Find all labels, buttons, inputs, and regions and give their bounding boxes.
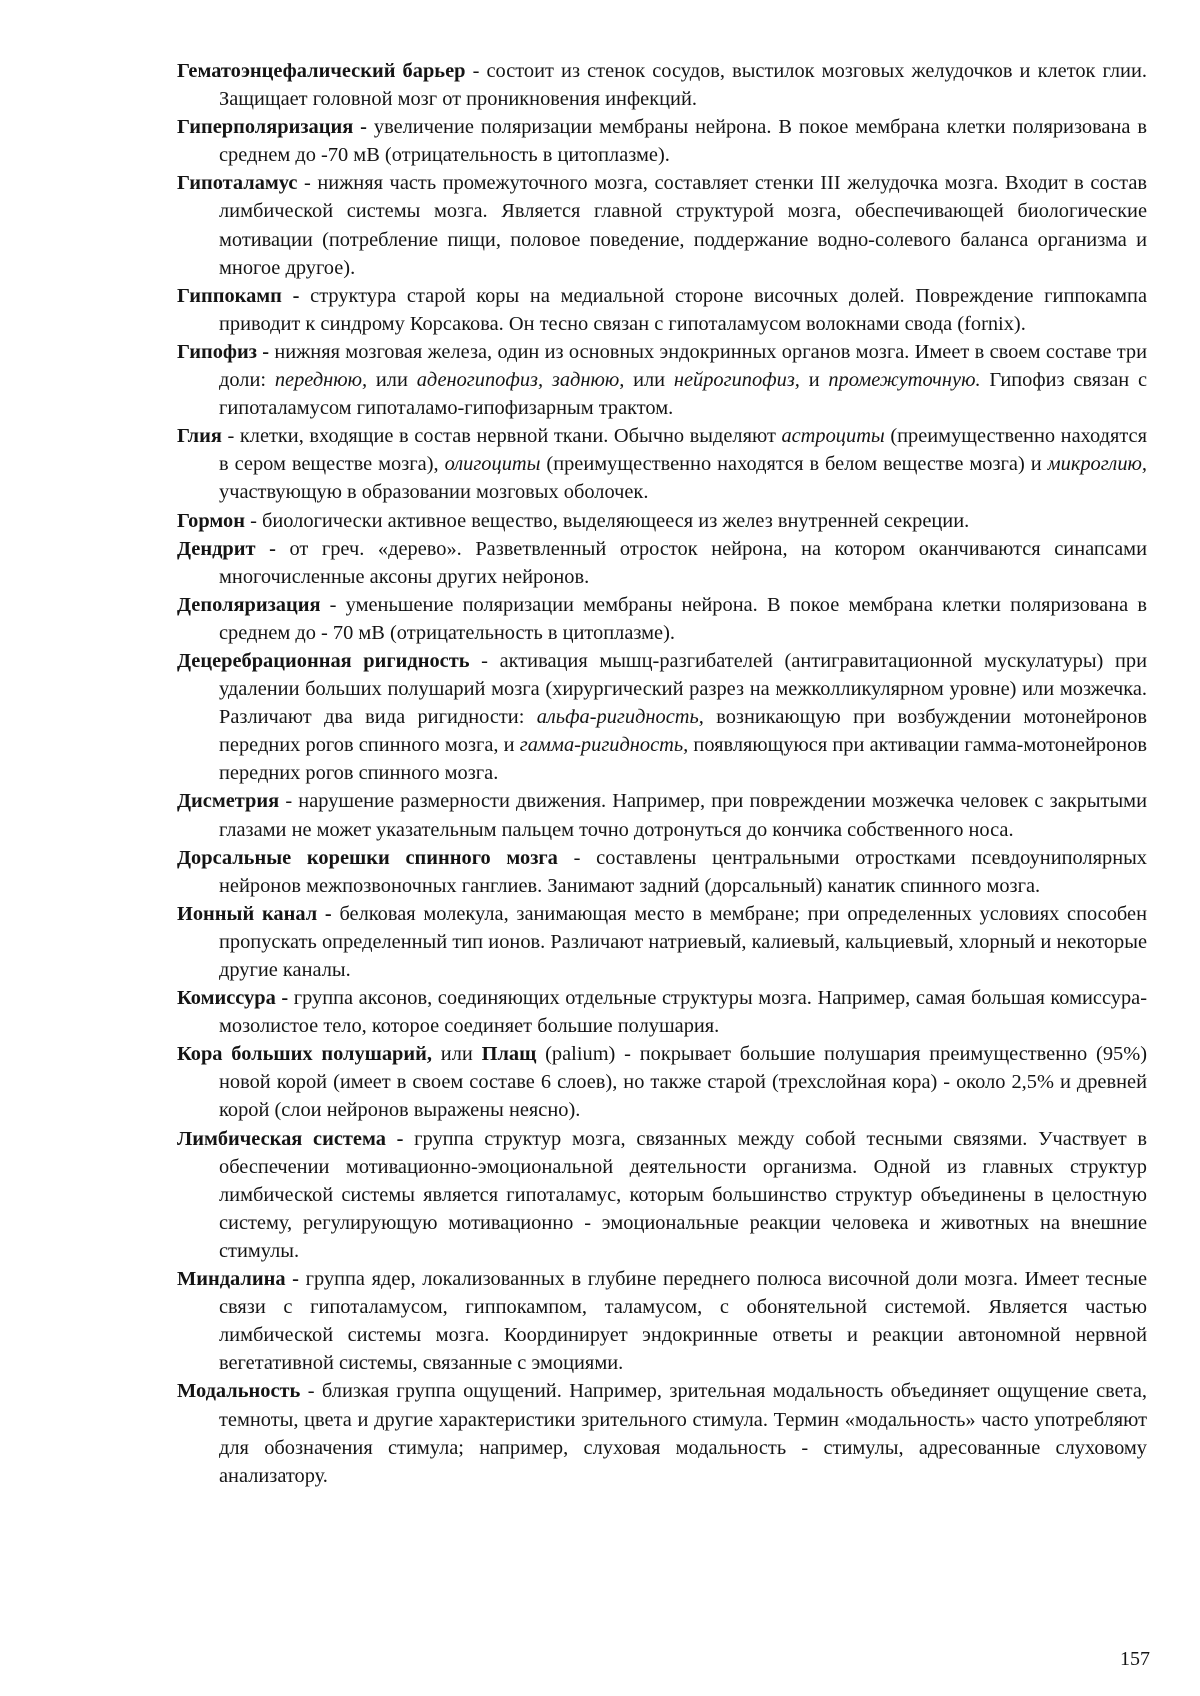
glossary-entry: Гормон - биологически активное вещество, выделяющееся из желез внутренней секреции. xyxy=(177,509,970,532)
glossary-entry: Модальность - близкая группа ощущений. Например, зрительная модальность объединяет ощущение света, темноты, цвета и другие характеристики зрительного стимула. Термин «модальность» часто употребляют для обозначения стимула; например, слуховая модальность - стимулы, адресованные слуховому анализатору. xyxy=(177,1380,1147,1487)
entry-term: Гипоталамус xyxy=(177,172,298,195)
entry-term: Дендрит - xyxy=(177,537,276,560)
glossary-page xyxy=(177,57,1147,1490)
entry-term: Дорсальные корешки спинного мозга xyxy=(177,846,558,869)
glossary-entry: Гипофиз - нижняя мозговая железа, один из основных эндокринных органов мозга. Имеет в своем составе три доли: переднюю, или аденогипофиз, заднюю, или нейрогипофиз, и промежуточную. Гипофиз связан с гипоталамусом гипоталамо-гипофизарным трактом. xyxy=(177,340,1148,420)
entry-term: Миндалина - xyxy=(177,1268,299,1291)
entry-term: Плащ xyxy=(481,1043,537,1066)
entry-term: Гиппокамп - xyxy=(177,284,300,307)
entry-term: Модальность xyxy=(177,1380,301,1403)
entry-term: Кора больших полушарий, xyxy=(177,1043,432,1066)
glossary-entry: Дисметрия - нарушение размерности движения. Например, при повреждении мозжечка человек с закрытыми глазами не может указательным пальцем точно дотронуться до кончика собственного носа. xyxy=(177,790,1147,841)
glossary-entry: Дендрит - от греч. «дерево». Разветвленный отросток нейрона, на котором оканчиваются синапсами многочисленные аксоны других нейронов. xyxy=(177,537,1147,588)
glossary-entry: Гиппокамп - структура старой коры на медиальной стороне височных долей. Повреждение гиппокампа приводит к синдрому Корсакова. Он тесно связан с гипоталамусом волокнами свода (fornix). xyxy=(177,284,1147,335)
glossary-entry: Ионный канал - белковая молекула, занимающая место в мембране; при определенных условиях способен пропускать определенный тип ионов. Различают натриевый, калиевый, кальциевый, хлорный и некоторые другие каналы. xyxy=(177,902,1147,981)
entry-term: Гипофиз - xyxy=(177,340,270,363)
glossary-entry: Дорсальные корешки спинного мозга - составлены центральными отростками псевдоуниполярных нейронов межпозвоночных ганглиев. Занимают задний (дорсальный) канатик спинного мозга. xyxy=(177,846,1147,897)
entry-term: Дисметрия xyxy=(177,790,280,813)
entry-term: Ионный канал - xyxy=(177,902,332,925)
entry-term: Гиперполяризация - xyxy=(177,116,367,139)
glossary-entry: Деполяризация - уменьшение поляризации мембраны нейрона. В покое мембрана клетки поляризована в среднем до - 70 мВ (отрицательность в цитоплазме). xyxy=(177,593,1147,644)
entry-term: Гематоэнцефалический барьер xyxy=(177,60,466,82)
glossary-entry: Децеребрационная ригидность - активация мышц-разгибателей (антигравитационной мускулатуры) при удалении больших полушарий мозга (хирургический разрез на межколликулярном уровне) или мозжечка. Различают два вида ригидности: альфа-ригидность, возникающую при возбуждении мотонейронов передних рогов спинного мозга, и гамма-ригидность, появляющуюся при активации гамма-мотонейронов передних рогов спинного мозга. xyxy=(177,649,1148,785)
entry-term: Глия xyxy=(177,425,222,448)
entry-term: Децеребрационная ригидность xyxy=(177,649,470,672)
glossary-entry: Гиперполяризация - увеличение поляризации мембраны нейрона. В покое мембрана клетки поляризована в среднем до -70 мВ (отрицательность в цитоплазме). xyxy=(177,116,1147,167)
glossary-entry: Лимбическая система - группа структур мозга, связанных между собой тесными связями. Участвует в обеспечении мотивационно-эмоциональной деятельности организма. Одной из главных структур лимбической системы является гипоталамус, которым большинство структур объединены в целостную систему, регулирующую мотивационно - эмоциональные реакции человека и животных на внешние стимулы. xyxy=(177,1127,1148,1262)
glossary-entry: Гематоэнцефалический барьер - состоит из стенок сосудов, выстилок мозговых желудочков и клеток глии. Защищает головной мозг от проникновения инфекций. xyxy=(177,60,1147,111)
entry-term: Лимбическая система - xyxy=(177,1127,404,1150)
glossary-entry: Комиссура - группа аксонов, соединяющих отдельные структуры мозга. Например, самая большая комиссура-мозолистое тело, которое соединяет большие полушария. xyxy=(177,987,1147,1038)
glossary-entry: Миндалина - группа ядер, локализованных в глубине переднего полюса височной доли мозга. Имеет тесные связи с гипоталамусом, гиппокампом, таламусом, с обонятельной системой. Является частью лимбической системы мозга. Координирует эндокринные ответы и реакции автономной нервной вегетативной системы, связанные с эмоциями. xyxy=(177,1268,1148,1375)
entry-term: Гормон xyxy=(177,509,245,532)
glossary-entry: Гипоталамус - нижняя часть промежуточного мозга, составляет стенки III желудочка мозга. Входит в состав лимбической системы мозга. Является главной структурой мозга, обеспечивающей биологические мотивации (потребление пищи, половое поведение, поддержание водно-солевого баланса организма и многое другое). xyxy=(177,172,1147,279)
glossary-entry: Кора больших полушарий, или Плащ (palium) - покрывает большие полушария преимущественно (95%) новой корой (имеет в своем составе 6 слоев), но также старой (трехслойная кора) - около 2,5% и древней корой (слои нейронов выражены неясно). xyxy=(177,1043,1148,1122)
entry-term: Комиссура - xyxy=(177,987,289,1010)
entry-term: Деполяризация xyxy=(177,593,321,616)
page-number: 157 xyxy=(1120,1648,1150,1670)
glossary-entry: Глия - клетки, входящие в состав нервной ткани. Обычно выделяют астроциты (преимущественно находятся в сером веществе мозга), олигоциты (преимущественно находятся в белом веществе мозга) и микроглию, участвующую в образовании мозговых оболочек. xyxy=(177,425,1147,504)
